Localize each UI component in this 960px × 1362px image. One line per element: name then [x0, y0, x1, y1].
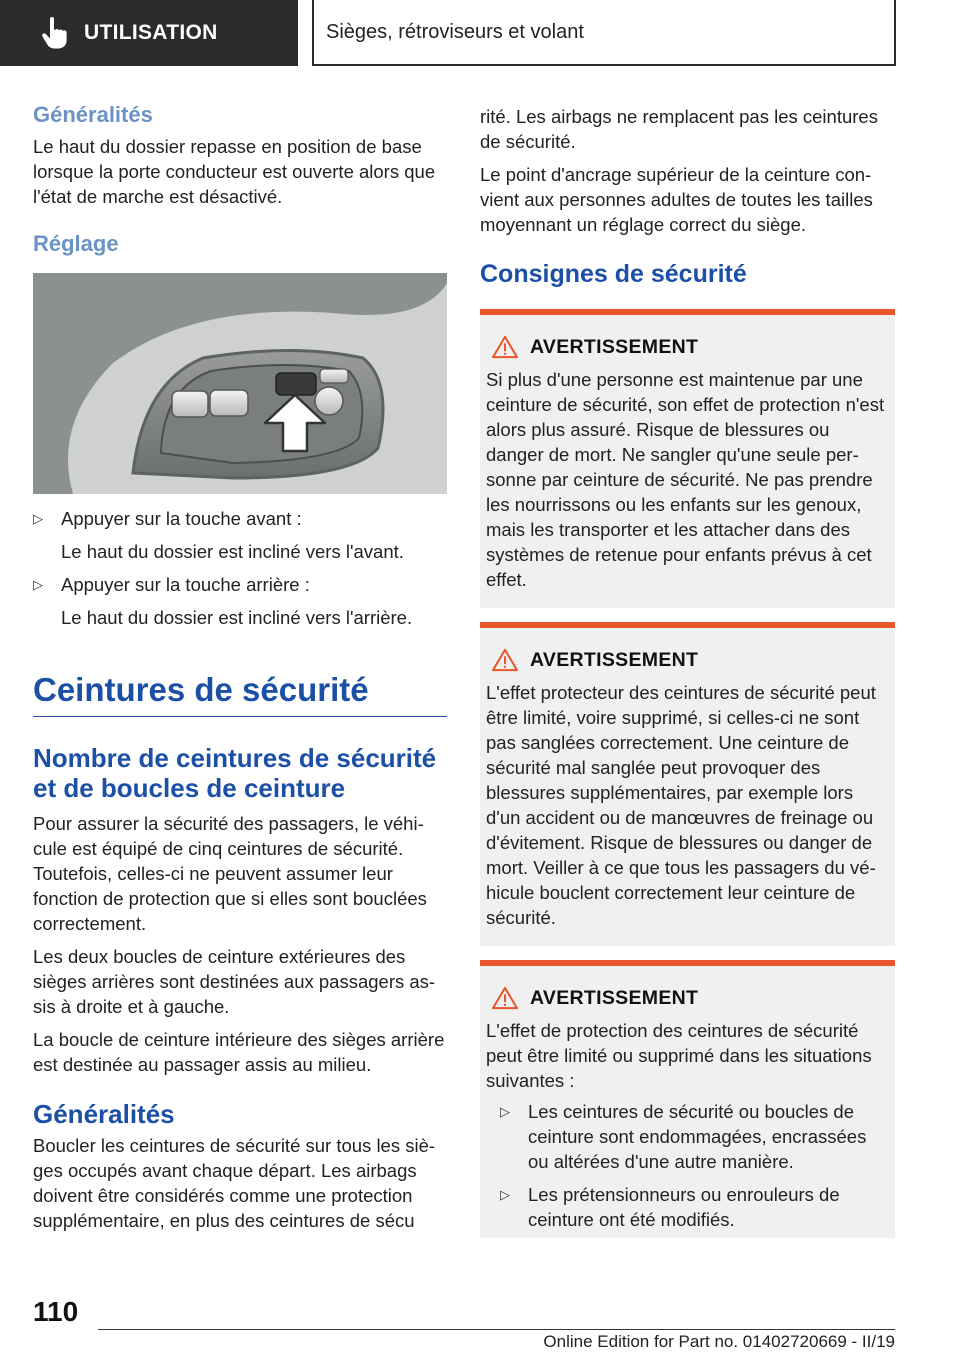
step-result: Le haut du dossier est incliné vers l'arrière. — [61, 607, 413, 628]
seat-control-photo — [33, 273, 447, 494]
heading-nombre-ceintures: Nombre de ceintures de sécurité et de boucles de ceinture — [33, 743, 437, 803]
warning-text: Si plus d'une personne est maintenue par une ceinture de sécurité, son effet de protection n'est alors plus assuré. Risque de blessures ou danger de mort. Ne sangler qu'une seule personne par ceinture de sécurité. Ne pas prendre les nourrissons ou les enfants sur les genoux, mais les transporter et les attacher dans des systèmes de retenue pour enfants prévus à cet effet. — [486, 369, 885, 590]
page-number: 110 — [33, 1296, 79, 1327]
paragraph: rité. Les airbags ne remplacent pas les ceintures de sécurité. — [480, 106, 878, 152]
list-item: ▷ Les ceintures de sécurité ou boucles de ceinture sont endommagées, encrassées ou altérées d'une autre manière. — [500, 1101, 867, 1172]
steps-list — [33, 506, 447, 630]
left-column — [33, 100, 447, 1233]
warning-triangle-icon — [490, 648, 520, 672]
paragraph: La boucle de ceinture intérieure des sièges arrière est destinée au passager assis au milieu. — [33, 1029, 445, 1075]
section-title: UTILISATION — [84, 21, 218, 44]
warning-text: L'effet protecteur des ceintures de sécurité peut être limité, voire supprimé, si celles-ci ne sont pas sanglées correctement. Une ceinture de sécurité mal sanglée peut provoquer des blessures supplémentaires, par exemple lors d'un accident ou de manœuvres de freinage ou d'évitement. Risque de blessures ou danger de mort. Veiller à ce que tous les passagers du véhicule bouclent correctement leur ceinture de sécurité. — [486, 682, 876, 928]
warning-text: L'effet de protection des ceintures de sécurité peut être limité ou supprimé dans les situations suivantes : — [486, 1020, 872, 1091]
edition-note: Online Edition for Part no. 01402720669 - II/19 — [543, 1332, 895, 1351]
heading-generalites: Généralités — [33, 102, 153, 127]
footer-divider — [98, 1329, 895, 1330]
warning-box — [480, 960, 895, 1238]
warning-box — [480, 622, 895, 946]
paragraph: Le haut du dossier repasse en position de base lorsque la porte conducteur est ouverte alors que l'état de marche est désactivé. — [33, 136, 436, 207]
page-header — [0, 0, 960, 66]
heading-consignes: Consignes de sécurité — [480, 260, 747, 288]
list-item: ▷ Appuyer sur la touche avant : Le haut du dossier est incliné vers l'avant. — [33, 506, 447, 564]
paragraph: Le point d'ancrage supérieur de la ceinture convient aux personnes adultes de toutes les tailles moyennant un réglage correct du siège. — [480, 164, 873, 235]
warning-triangle-icon — [490, 986, 520, 1010]
triangle-right-icon: ▷ — [500, 1187, 510, 1202]
warning-title: AVERTISSEMENT — [530, 986, 699, 1009]
pointing-hand-icon — [34, 13, 74, 53]
heading-ceintures: Ceintures de sécurité — [33, 670, 447, 717]
warning-title: AVERTISSEMENT — [530, 335, 699, 358]
triangle-right-icon: ▷ — [33, 577, 43, 592]
triangle-right-icon: ▷ — [33, 511, 43, 526]
list-item: ▷ Les prétensionneurs ou enrouleurs de ceinture ont été modifiés. — [500, 1184, 840, 1230]
warning-title: AVERTISSEMENT — [530, 648, 699, 671]
warning-triangle-icon — [490, 335, 520, 359]
right-column — [480, 104, 895, 1238]
paragraph: Pour assurer la sécurité des passagers, le véhicule est équipé de cinq ceintures de sécurité. Toutefois, celles-ci ne peuvent assumer leur fonction de protection que si elles sont bouclées correctement. — [33, 813, 427, 934]
section-tab — [0, 0, 298, 66]
warning-list — [500, 1099, 887, 1232]
chapter-title: Sièges, rétroviseurs et volant — [326, 20, 584, 43]
list-item: ▷ Appuyer sur la touche arrière : Le haut du dossier est incliné vers l'arrière. — [33, 572, 447, 630]
paragraph: Boucler les ceintures de sécurité sur tous les sièges occupés avant chaque départ. Les airbags doivent être considérés comme une protection supplémentaire, en plus des ceintures de sécu — [33, 1135, 436, 1231]
heading-generalites-2: Généralités — [33, 1099, 175, 1129]
step-result: Le haut du dossier est incliné vers l'avant. — [61, 541, 404, 562]
chapter-tab — [312, 0, 896, 66]
warning-box — [480, 309, 895, 608]
triangle-right-icon: ▷ — [500, 1104, 510, 1119]
paragraph: Les deux boucles de ceinture extérieures des sièges arrières sont destinées aux passagers assis à droite et à gauche. — [33, 946, 436, 1017]
heading-reglage: Réglage — [33, 231, 119, 256]
